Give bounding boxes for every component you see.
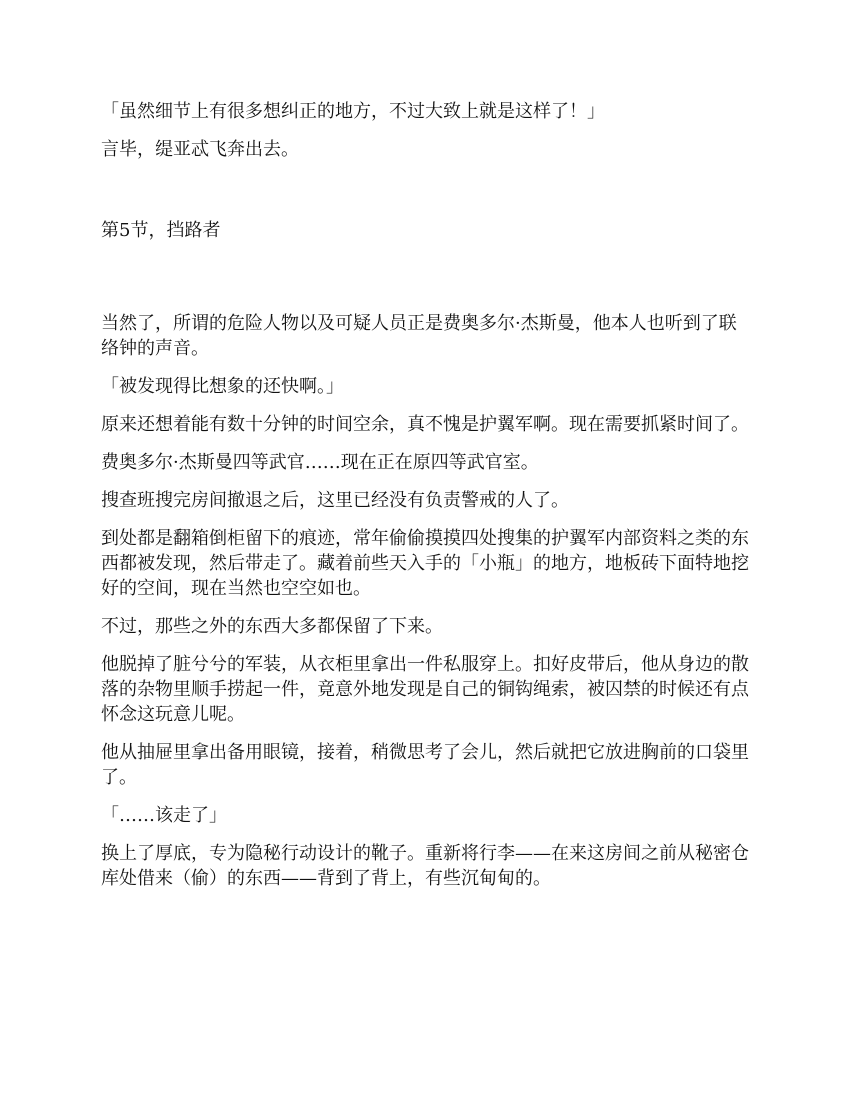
- paragraph: 「虽然细节上有很多想纠正的地方，不过大致上就是这样了！」: [101, 101, 605, 122]
- paragraph: 当然了，所谓的危险人物以及可疑人员正是费奥多尔·杰斯曼，他本人也听到了联络钟的声音。: [101, 313, 737, 359]
- paragraph: 言毕，缇亚忒飞奔出去。: [101, 139, 299, 160]
- paragraph: 他脱掉了脏兮兮的军装，从衣柜里拿出一件私服穿上。扣好皮带后，他从身边的散落的杂物里顺手捞起一件，竟意外地发现是自己的铜钩绳索，被囚禁的时候还有点怀念这玩意儿呢。: [101, 654, 749, 725]
- paragraph: 不过，那些之外的东西大多都保留了下来。: [101, 616, 443, 637]
- blank-line: [101, 175, 751, 218]
- section-heading: 第5节，挡路者: [101, 220, 221, 241]
- document-page: [101, 0, 751, 904]
- paragraph: 他从抽屉里拿出备用眼镜，接着，稍微思考了会儿，然后就把它放进胸前的口袋里了。: [101, 742, 749, 788]
- blank-line: [101, 256, 751, 311]
- paragraph: 费奥多尔·杰斯曼四等武官……现在正在原四等武官室。: [101, 452, 539, 473]
- paragraph: 搜查班搜完房间撤退之后，这里已经没有负责警戒的人了。: [101, 490, 569, 511]
- paragraph: 「……该走了」: [101, 805, 227, 826]
- paragraph: 「被发现得比想象的还快啊。」: [101, 376, 344, 397]
- paragraph: 换上了厚底，专为隐秘行动设计的靴子。重新将行李——在来这房间之前从秘密仓库处借来（偷）的东西——背到了背上，有些沉甸甸的。: [101, 843, 749, 889]
- paragraph: 到处都是翻箱倒柜留下的痕迹，常年偷偷摸摸四处搜集的护翼军内部资料之类的东西都被发现，然后带走了。藏着前些天入手的「小瓶」的地方，地板砖下面特地挖好的空间，现在当然也空空如也。: [101, 528, 749, 599]
- paragraph: 原来还想着能有数十分钟的时间空余，真不愧是护翼军啊。现在需要抓紧时间了。: [101, 414, 749, 435]
